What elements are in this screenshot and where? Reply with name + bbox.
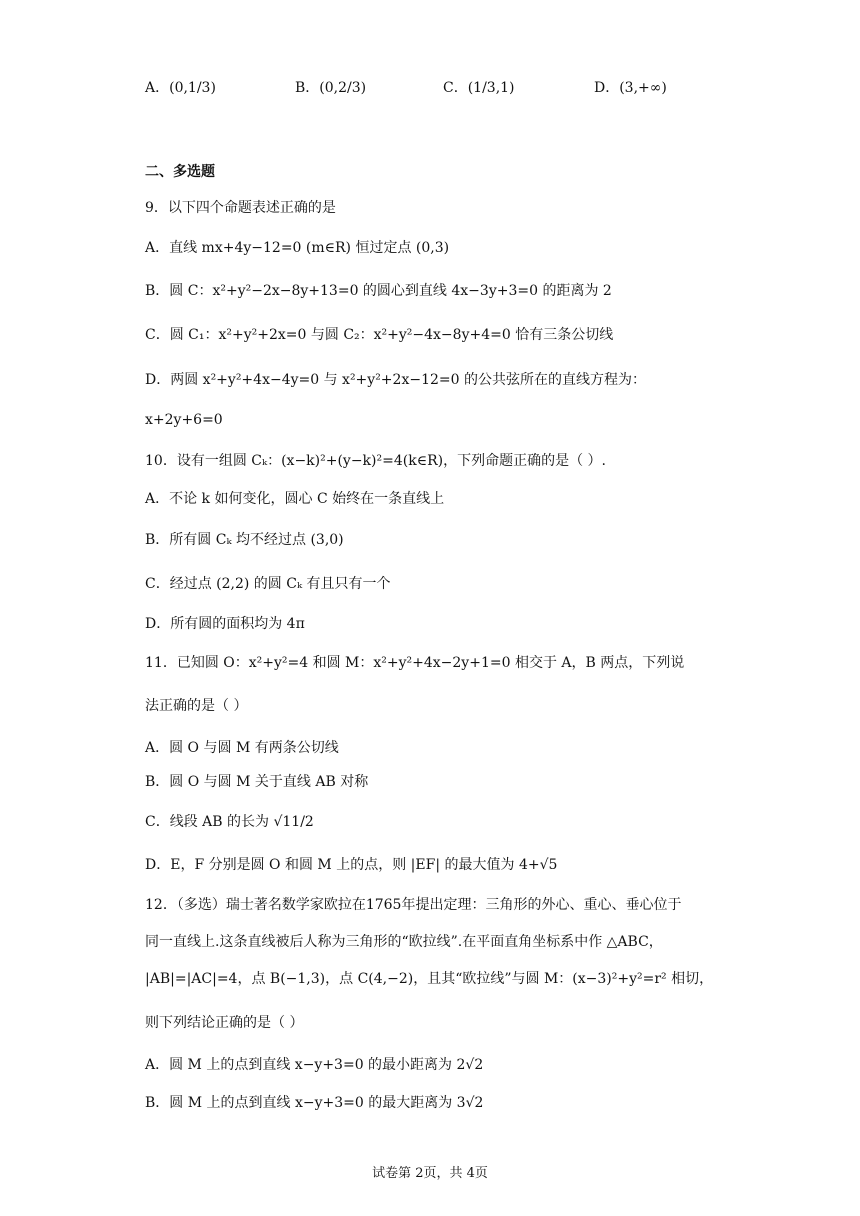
q12-stem-2: 同一直线上.这条直线被后人称为三角形的“欧拉线”.在平面直角坐标系中作 △ABC， (145, 934, 663, 950)
q11-option-c: C．线段 AB 的长为 √11/2 (145, 814, 314, 830)
q11-option-d: D．E，F 分别是圆 O 和圆 M 上的点，则 |EF| 的最大值为 4+√5 (145, 857, 558, 873)
q10-option-a: A．不论 k 如何变化，圆心 C 始终在一条直线上 (145, 491, 445, 507)
q9-option-d: D．两圆 x²+y²+4x−4y=0 与 x²+y²+2x−12=0 的公共弦所在的直线方程为： (145, 372, 646, 388)
q8-option-b: B．(0,2/3) (295, 80, 367, 96)
q12-stem-3: |AB|=|AC|=4，点 B(−1,3)，点 C(4,−2)，且其“欧拉线”与圆 M：(x−3)²+y²=r² 相切， (145, 971, 714, 987)
q11-stem: 11．已知圆 O：x²+y²=4 和圆 M：x²+y²+4x−2y+1=0 相交于 A，B 两点，下列说 (145, 655, 685, 671)
q8-option-c: C．(1/3,1) (443, 80, 515, 96)
q10-option-c: C．经过点 (2,2) 的圆 Cₖ 有且只有一个 (145, 576, 391, 592)
section-title: 二、多选题 (145, 164, 215, 180)
q9-option-a: A．直线 mx+4y−12=0 (m∈R) 恒过定点 (0,3) (145, 240, 450, 256)
q10-option-d: D．所有圆的面积均为 4π (145, 616, 305, 632)
q8-option-d: D．(3,+∞) (594, 80, 667, 96)
q10-stem: 10．设有一组圆 Cₖ：(x−k)²+(y−k)²=4(k∈R)，下列命题正确的是（ ）. (145, 453, 606, 469)
q9-option-b: B．圆 C：x²+y²−2x−8y+13=0 的圆心到直线 4x−3y+3=0 的距离为 2 (145, 283, 612, 299)
q11-option-b: B．圆 O 与圆 M 关于直线 AB 对称 (145, 774, 369, 790)
q9-stem: 9．以下四个命题表述正确的是 (145, 200, 336, 216)
q8-option-a: A．(0,1/3) (145, 80, 216, 96)
q10-option-b: B．所有圆 Cₖ 均不经过点 (3,0) (145, 532, 344, 548)
q12-stem-1: 12．（多选）瑞士著名数学家欧拉在1765年提出定理：三角形的外心、重心、垂心位于 (145, 897, 682, 913)
q11-option-a: A．圆 O 与圆 M 有两条公切线 (145, 740, 339, 756)
q9-option-c: C．圆 C₁：x²+y²+2x=0 与圆 C₂：x²+y²−4x−8y+4=0 恰有三条公切线 (145, 327, 614, 343)
page-footer: 试卷第 2页，共 4页 (372, 1166, 488, 1181)
q11-stem-cont: 法正确的是（ ） (145, 698, 248, 714)
q12-option-a: A．圆 M 上的点到直线 x−y+3=0 的最小距离为 2√2 (145, 1057, 484, 1073)
q9-option-d-cont: x+2y+6=0 (145, 412, 223, 428)
q12-stem-4: 则下列结论正确的是（ ） (145, 1015, 304, 1031)
q12-option-b: B．圆 M 上的点到直线 x−y+3=0 的最大距离为 3√2 (145, 1095, 484, 1111)
